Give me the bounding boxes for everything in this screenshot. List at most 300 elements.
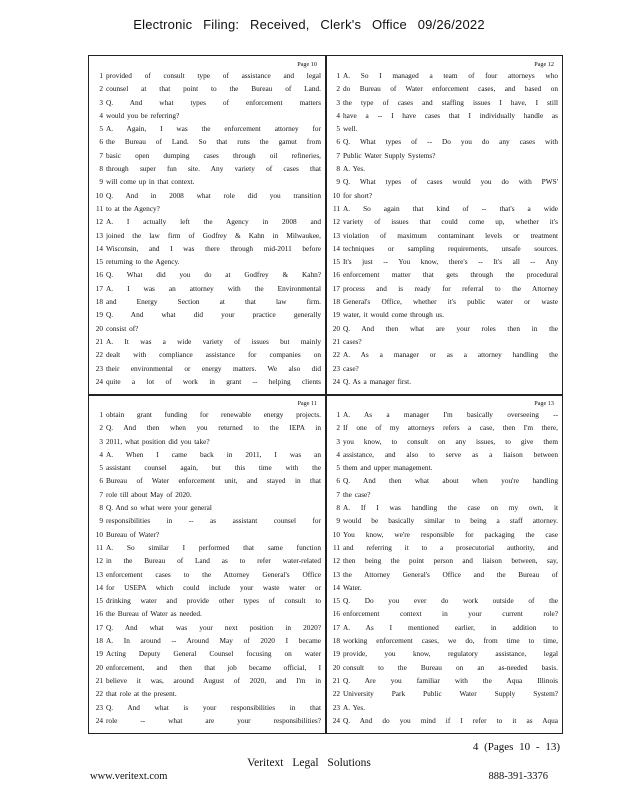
transcript-line	[93, 149, 321, 162]
line-number: 1	[99, 410, 103, 419]
line-number: 20	[95, 662, 103, 672]
line-text: A. So I managed a team of four attorneys who	[343, 71, 558, 80]
transcript-line	[93, 255, 321, 268]
line-number: 13	[332, 230, 340, 240]
line-number: 14	[95, 582, 103, 592]
line-text: consult to the Bureau on an as-needed basis.	[343, 662, 558, 672]
transcript-line	[93, 674, 321, 687]
line-text: role till about May of 2020.	[106, 489, 192, 499]
transcript-line	[93, 362, 321, 375]
line-text: It's just -- You know, there's -- It's all -- Any	[343, 257, 558, 267]
line-text: and referring it to a prosecutorial authority, and	[343, 542, 558, 552]
footer-company: Veritext Legal Solutions	[247, 757, 371, 769]
line-number: 7	[99, 150, 103, 160]
transcript-line	[330, 634, 558, 647]
transcript-grid	[88, 55, 563, 734]
line-text: Q. And what is your responsibilities in that	[106, 702, 321, 712]
line-number: 10	[95, 190, 103, 200]
line-number: 24	[332, 715, 340, 725]
line-text: would you be referring?	[106, 110, 180, 120]
transcript-line	[93, 282, 321, 295]
transcript-line	[93, 162, 321, 175]
line-number: 12	[332, 556, 340, 566]
line-text: Wisconsin, and I was there through mid-2011 before	[106, 243, 321, 253]
line-text: then being the point person and liaison between, say,	[343, 556, 558, 566]
line-number: 11	[332, 542, 340, 552]
line-number: 7	[336, 489, 340, 499]
transcript-line	[93, 661, 321, 674]
line-number: 9	[99, 177, 103, 187]
line-number: 9	[336, 177, 340, 187]
line-text: drinking water and provide other types of consult to	[106, 596, 321, 606]
line-text: have a -- I have cases that I individually handle as	[343, 110, 558, 120]
line-number: 6	[336, 476, 340, 486]
line-number: 7	[99, 489, 103, 499]
line-number: 3	[336, 436, 340, 446]
line-number: 22	[95, 689, 103, 699]
transcript-line	[93, 554, 321, 567]
line-text: water, it would come through us.	[343, 310, 444, 320]
transcript-line	[330, 488, 558, 501]
transcript-line	[330, 375, 558, 388]
line-text: A. I actually left the Agency in 2008 and	[106, 217, 321, 227]
transcript-line	[330, 242, 558, 255]
line-number: 4	[336, 449, 340, 459]
transcript-line	[330, 348, 558, 361]
line-text: enforcement matter that gets through the procedural	[343, 270, 558, 280]
line-text: role -- what are your responsibilities?	[106, 715, 321, 725]
transcript-line	[93, 69, 321, 82]
line-text: A. When I came back in 2011, I was an	[106, 449, 321, 459]
line-number: 12	[332, 217, 340, 227]
line-number: 23	[95, 702, 103, 712]
line-text: A. As a manager I'm basically overseeing --	[343, 410, 558, 419]
line-number: 15	[95, 257, 103, 267]
line-number: 21	[95, 675, 103, 685]
transcript-line	[93, 647, 321, 660]
line-text: the Bureau of Land. So that runs the gamut from	[106, 137, 321, 147]
transcript-line	[93, 295, 321, 308]
line-number: 23	[95, 363, 103, 373]
line-number: 13	[95, 230, 103, 240]
line-text: Q. And what types of enforcement matters	[106, 97, 321, 107]
line-number: 24	[332, 376, 340, 386]
line-number: 1	[336, 410, 340, 419]
line-number: 2	[99, 84, 103, 94]
transcript-line	[330, 96, 558, 109]
transcript-line	[93, 96, 321, 109]
transcript-line	[330, 687, 558, 700]
line-number: 17	[332, 283, 340, 293]
line-number: 3	[99, 436, 103, 446]
transcript-line	[330, 322, 558, 335]
transcript-line	[93, 607, 321, 620]
line-number: 11	[95, 203, 103, 213]
line-number: 16	[332, 270, 340, 280]
line-number: 20	[332, 323, 340, 333]
line-text: 2011, what position did you take?	[106, 436, 210, 446]
line-number: 12	[95, 217, 103, 227]
line-number: 8	[336, 503, 340, 513]
line-text: and Energy Section at that law firm.	[106, 297, 321, 307]
line-text: A. Yes.	[343, 702, 366, 712]
line-text: through super fun site. Any variety of cases that	[106, 164, 321, 174]
line-text: A. It was a wide variety of issues but mainly	[106, 336, 321, 346]
line-text: General's Office, whether it's public water or waste	[343, 297, 558, 307]
line-text: working enforcement cases, we do, from time to time,	[343, 636, 558, 646]
transcript-line	[330, 175, 558, 188]
transcript-line	[93, 202, 321, 215]
line-number: 16	[95, 270, 103, 280]
transcript-line	[330, 541, 558, 554]
transcript-line	[330, 135, 558, 148]
line-text: their environmental or energy matters. We also did	[106, 363, 321, 373]
line-number: 21	[95, 336, 103, 346]
transcript-line	[93, 335, 321, 348]
line-number: 2	[336, 84, 340, 94]
page-range-label: 4 (Pages 10 - 13)	[472, 741, 560, 753]
line-number: 8	[99, 503, 103, 513]
line-number: 6	[99, 137, 103, 147]
line-number: 10	[332, 529, 340, 539]
transcript-line	[330, 282, 558, 295]
transcript-line	[93, 687, 321, 700]
line-text: believe it was, around August of 2020, and I'm in	[106, 675, 321, 685]
line-text: Q. What types of cases would you do with PWS'	[343, 177, 558, 187]
line-text: provide, you know, regulatory assistance, legal	[343, 649, 558, 659]
transcript-line	[330, 621, 558, 634]
line-number: 5	[99, 124, 103, 134]
transcript-line	[330, 674, 558, 687]
transcript-line	[330, 701, 558, 714]
line-number: 23	[332, 702, 340, 712]
line-text: to at the Agency?	[106, 203, 160, 213]
line-text: for USEPA which could include your waste water or	[106, 582, 321, 592]
line-text: Q. And in 2008 what role did you transition	[106, 190, 321, 200]
line-text: Acting Deputy General Counsel focusing on water	[106, 649, 321, 659]
line-number: 4	[99, 110, 103, 120]
transcript-line	[330, 528, 558, 541]
line-number: 24	[95, 715, 103, 725]
transcript-line	[330, 255, 558, 268]
line-text: process and is ready for referral to the Attorney	[343, 283, 558, 293]
transcript-line	[330, 149, 558, 162]
line-text: Q. What did you do at Godfrey & Kahn?	[106, 270, 321, 280]
transcript-line	[93, 122, 321, 135]
line-number: 13	[95, 569, 103, 579]
line-text: the Attorney General's Office and the Bureau of	[343, 569, 558, 579]
transcript-page-13	[326, 395, 562, 733]
line-number: 13	[332, 569, 340, 579]
line-number: 21	[332, 336, 340, 346]
line-number: 2	[336, 423, 340, 433]
line-text: in the Bureau of Land as to refer water-related	[106, 556, 321, 566]
line-number: 23	[332, 363, 340, 373]
line-text: the case?	[343, 489, 371, 499]
page-number-label: Page 12	[534, 61, 554, 68]
line-text: counsel at that point to the Bureau of Land.	[106, 84, 321, 94]
line-text: Q. And then what about when you're handling	[343, 476, 558, 486]
line-text: case?	[343, 363, 359, 373]
line-number: 17	[95, 622, 103, 632]
line-number: 2	[99, 423, 103, 433]
transcript-line	[330, 714, 558, 727]
transcript-line	[93, 714, 321, 727]
line-number: 15	[332, 596, 340, 606]
line-number: 12	[95, 556, 103, 566]
line-text: the Bureau of Water as needed.	[106, 609, 202, 619]
transcript-line	[93, 568, 321, 581]
line-text: A. So again that kind of -- that's a wide	[343, 203, 558, 213]
line-number: 10	[95, 529, 103, 539]
line-number: 11	[95, 542, 103, 552]
transcript-line	[330, 268, 558, 281]
line-text: Q. And then what are your roles then in the	[343, 323, 558, 333]
line-text: the type of cases and staffing issues I have, I still	[343, 97, 558, 107]
line-text: them and upper management.	[343, 463, 433, 473]
line-text: enforcement context in your current role?	[343, 609, 558, 619]
transcript-line	[330, 448, 558, 461]
line-text: basic open dumping cases through oil refineries,	[106, 150, 321, 160]
footer-website: www.veritext.com	[90, 771, 168, 782]
line-number: 19	[332, 310, 340, 320]
line-text: Q. And what did your practice generally	[106, 310, 321, 320]
line-number: 18	[332, 636, 340, 646]
line-number: 3	[99, 97, 103, 107]
line-number: 1	[336, 71, 340, 80]
transcript-line	[330, 568, 558, 581]
transcript-page-12	[326, 56, 562, 394]
transcript-line	[93, 541, 321, 554]
page-number-label: Page 11	[297, 400, 317, 407]
line-text: A. In around -- Around May of 2020 I became	[106, 636, 321, 646]
line-text: Q. And what was your next position in 2020?	[106, 622, 321, 632]
line-text: quite a lot of work in grant -- helping clients	[106, 376, 321, 386]
line-number: 19	[95, 310, 103, 320]
line-text: violation of maximum contaminant levels or treatment	[343, 230, 558, 240]
transcript-line	[93, 109, 321, 122]
line-number: 22	[95, 350, 103, 360]
transcript-line	[93, 135, 321, 148]
transcript-line	[330, 308, 558, 321]
line-number: 9	[99, 516, 103, 526]
line-number: 19	[332, 649, 340, 659]
line-text: responsibilities in -- as assistant counsel for	[106, 516, 321, 526]
line-text: Q. And do you mind if I refer to it as Aqua	[343, 715, 558, 725]
transcript-line	[330, 408, 558, 421]
transcript-line	[93, 461, 321, 474]
transcript-line	[330, 581, 558, 594]
line-text: assistant counsel again, but this time with the	[106, 463, 321, 473]
line-text: A. So similar I performed that same function	[106, 542, 321, 552]
line-number: 20	[95, 323, 103, 333]
line-text: Bureau of Water?	[106, 529, 160, 539]
transcript-line	[93, 421, 321, 434]
line-text: Bureau of Water enforcement unit, and stayed in that	[106, 476, 321, 486]
line-text: assistance, and also to serve as a liaison between	[343, 449, 558, 459]
line-text: Q. And then when you returned to the IEPA in	[106, 423, 321, 433]
line-number: 8	[336, 164, 340, 174]
line-number: 8	[99, 164, 103, 174]
line-number: 16	[332, 609, 340, 619]
line-number: 5	[336, 463, 340, 473]
transcript-line	[330, 474, 558, 487]
transcript-line	[93, 621, 321, 634]
transcript-line	[330, 362, 558, 375]
transcript-line	[330, 202, 558, 215]
line-text: Q. As a manager first.	[343, 376, 412, 386]
line-number: 18	[95, 297, 103, 307]
line-number: 15	[332, 257, 340, 267]
transcript-line	[330, 109, 558, 122]
transcript-line	[330, 82, 558, 95]
line-text: Q. Do you ever do work outside of the	[343, 596, 558, 606]
line-text: for short?	[343, 190, 373, 200]
line-text: obtain grant funding for renewable energy projects.	[106, 410, 321, 419]
transcript-line	[93, 242, 321, 255]
transcript-line	[93, 229, 321, 242]
transcript-line	[330, 661, 558, 674]
transcript-line	[330, 335, 558, 348]
transcript-line	[93, 82, 321, 95]
transcript-line	[93, 448, 321, 461]
line-text: If one of my attorneys refers a case, then I'm there,	[343, 423, 558, 433]
transcript-line	[330, 607, 558, 620]
transcript-line	[93, 634, 321, 647]
transcript-line	[330, 421, 558, 434]
line-text: A. If I was handling the case on my own, it	[343, 503, 558, 513]
line-number: 6	[99, 476, 103, 486]
line-number: 16	[95, 609, 103, 619]
line-text: You know, we're responsible for packaging the case	[343, 529, 558, 539]
line-number: 5	[336, 124, 340, 134]
line-number: 7	[336, 150, 340, 160]
line-number: 18	[95, 636, 103, 646]
page-number-label: Page 13	[534, 400, 554, 407]
line-text: A. Again, I was the enforcement attorney for	[106, 124, 321, 134]
transcript-line	[330, 514, 558, 527]
line-text: will come up in that context.	[106, 177, 195, 187]
transcript-line	[93, 581, 321, 594]
transcript-line	[93, 322, 321, 335]
transcript-line	[93, 514, 321, 527]
transcript-line	[330, 295, 558, 308]
transcript-line	[330, 554, 558, 567]
line-text: enforcement, and then that job became official, I	[106, 662, 321, 672]
line-text: provided of consult type of assistance and legal	[106, 71, 321, 80]
line-text: University Park Public Water Supply System?	[343, 689, 558, 699]
footer-phone: 888-391-3376	[488, 771, 548, 782]
transcript-line	[93, 189, 321, 202]
line-text: A. Yes.	[343, 164, 366, 174]
line-text: you know, to consult on any issues, to give them	[343, 436, 558, 446]
transcript-line	[330, 69, 558, 82]
line-number: 10	[332, 190, 340, 200]
line-number: 18	[332, 297, 340, 307]
line-number: 17	[332, 622, 340, 632]
line-text: Water.	[343, 582, 362, 592]
transcript-line	[330, 435, 558, 448]
line-number: 14	[332, 582, 340, 592]
transcript-line	[93, 501, 321, 514]
transcript-line	[93, 348, 321, 361]
line-text: Public Water Supply Systems?	[343, 150, 436, 160]
transcript-line	[93, 528, 321, 541]
line-text: do Bureau of Water enforcement cases, and based on	[343, 84, 558, 94]
transcript-line	[93, 701, 321, 714]
line-number: 3	[336, 97, 340, 107]
transcript-line	[330, 122, 558, 135]
line-text: cases?	[343, 336, 362, 346]
line-text: would be basically similar to being a staff attorney.	[343, 516, 558, 526]
transcript-line	[93, 408, 321, 421]
line-text: enforcement cases to the Attorney General's Office	[106, 569, 321, 579]
transcript-line	[93, 474, 321, 487]
filing-header: Electronic Filing: Received, Clerk's Office 09/26/2022	[133, 17, 485, 32]
line-text: that role at the present.	[106, 689, 177, 699]
line-number: 4	[99, 449, 103, 459]
transcript-page-10	[89, 56, 325, 394]
line-number: 20	[332, 662, 340, 672]
line-number: 6	[336, 137, 340, 147]
transcript-line	[93, 435, 321, 448]
line-number: 9	[336, 516, 340, 526]
transcript-line	[330, 501, 558, 514]
line-text: dealt with compliance assistance for companies on	[106, 350, 321, 360]
line-number: 19	[95, 649, 103, 659]
transcript-line	[93, 175, 321, 188]
transcript-line	[93, 268, 321, 281]
page-number-label: Page 10	[297, 61, 317, 68]
line-number: 24	[95, 376, 103, 386]
line-text: Q. And so what were your general	[106, 503, 212, 513]
line-text: A. As I mentioned earlier, in addition to	[343, 622, 558, 632]
transcript-line	[330, 215, 558, 228]
transcript-line	[93, 308, 321, 321]
line-number: 1	[99, 71, 103, 80]
transcript-line	[93, 215, 321, 228]
line-text: A. As a manager or as a attorney handling the	[343, 350, 558, 360]
line-text: consist of?	[106, 323, 139, 333]
line-text: Q. Are you familiar with the Aqua Illinois	[343, 675, 558, 685]
line-text: Q. What types of -- Do you do any cases with	[343, 137, 558, 147]
line-text: joined the law firm of Godfrey & Kahn in Milwaukee,	[106, 230, 321, 240]
transcript-page-11	[89, 395, 325, 733]
line-number: 14	[95, 243, 103, 253]
line-number: 4	[336, 110, 340, 120]
transcript-line	[330, 594, 558, 607]
line-text: variety of issues that could come up, whether it's	[343, 217, 558, 227]
line-number: 15	[95, 596, 103, 606]
transcript-line	[330, 647, 558, 660]
transcript-line	[93, 375, 321, 388]
line-text: techniques or sampling requirements, unsafe sources.	[343, 243, 558, 253]
transcript-line	[330, 189, 558, 202]
line-text: well.	[343, 124, 358, 134]
line-number: 17	[95, 283, 103, 293]
line-text: returning to the Agency.	[106, 257, 180, 267]
line-number: 11	[332, 203, 340, 213]
transcript-line	[93, 594, 321, 607]
transcript-line	[330, 162, 558, 175]
line-number: 22	[332, 689, 340, 699]
line-number: 5	[99, 463, 103, 473]
line-number: 14	[332, 243, 340, 253]
line-number: 21	[332, 675, 340, 685]
transcript-line	[330, 229, 558, 242]
line-text: A. I was an attorney with the Environmental	[106, 283, 321, 293]
transcript-line	[93, 488, 321, 501]
